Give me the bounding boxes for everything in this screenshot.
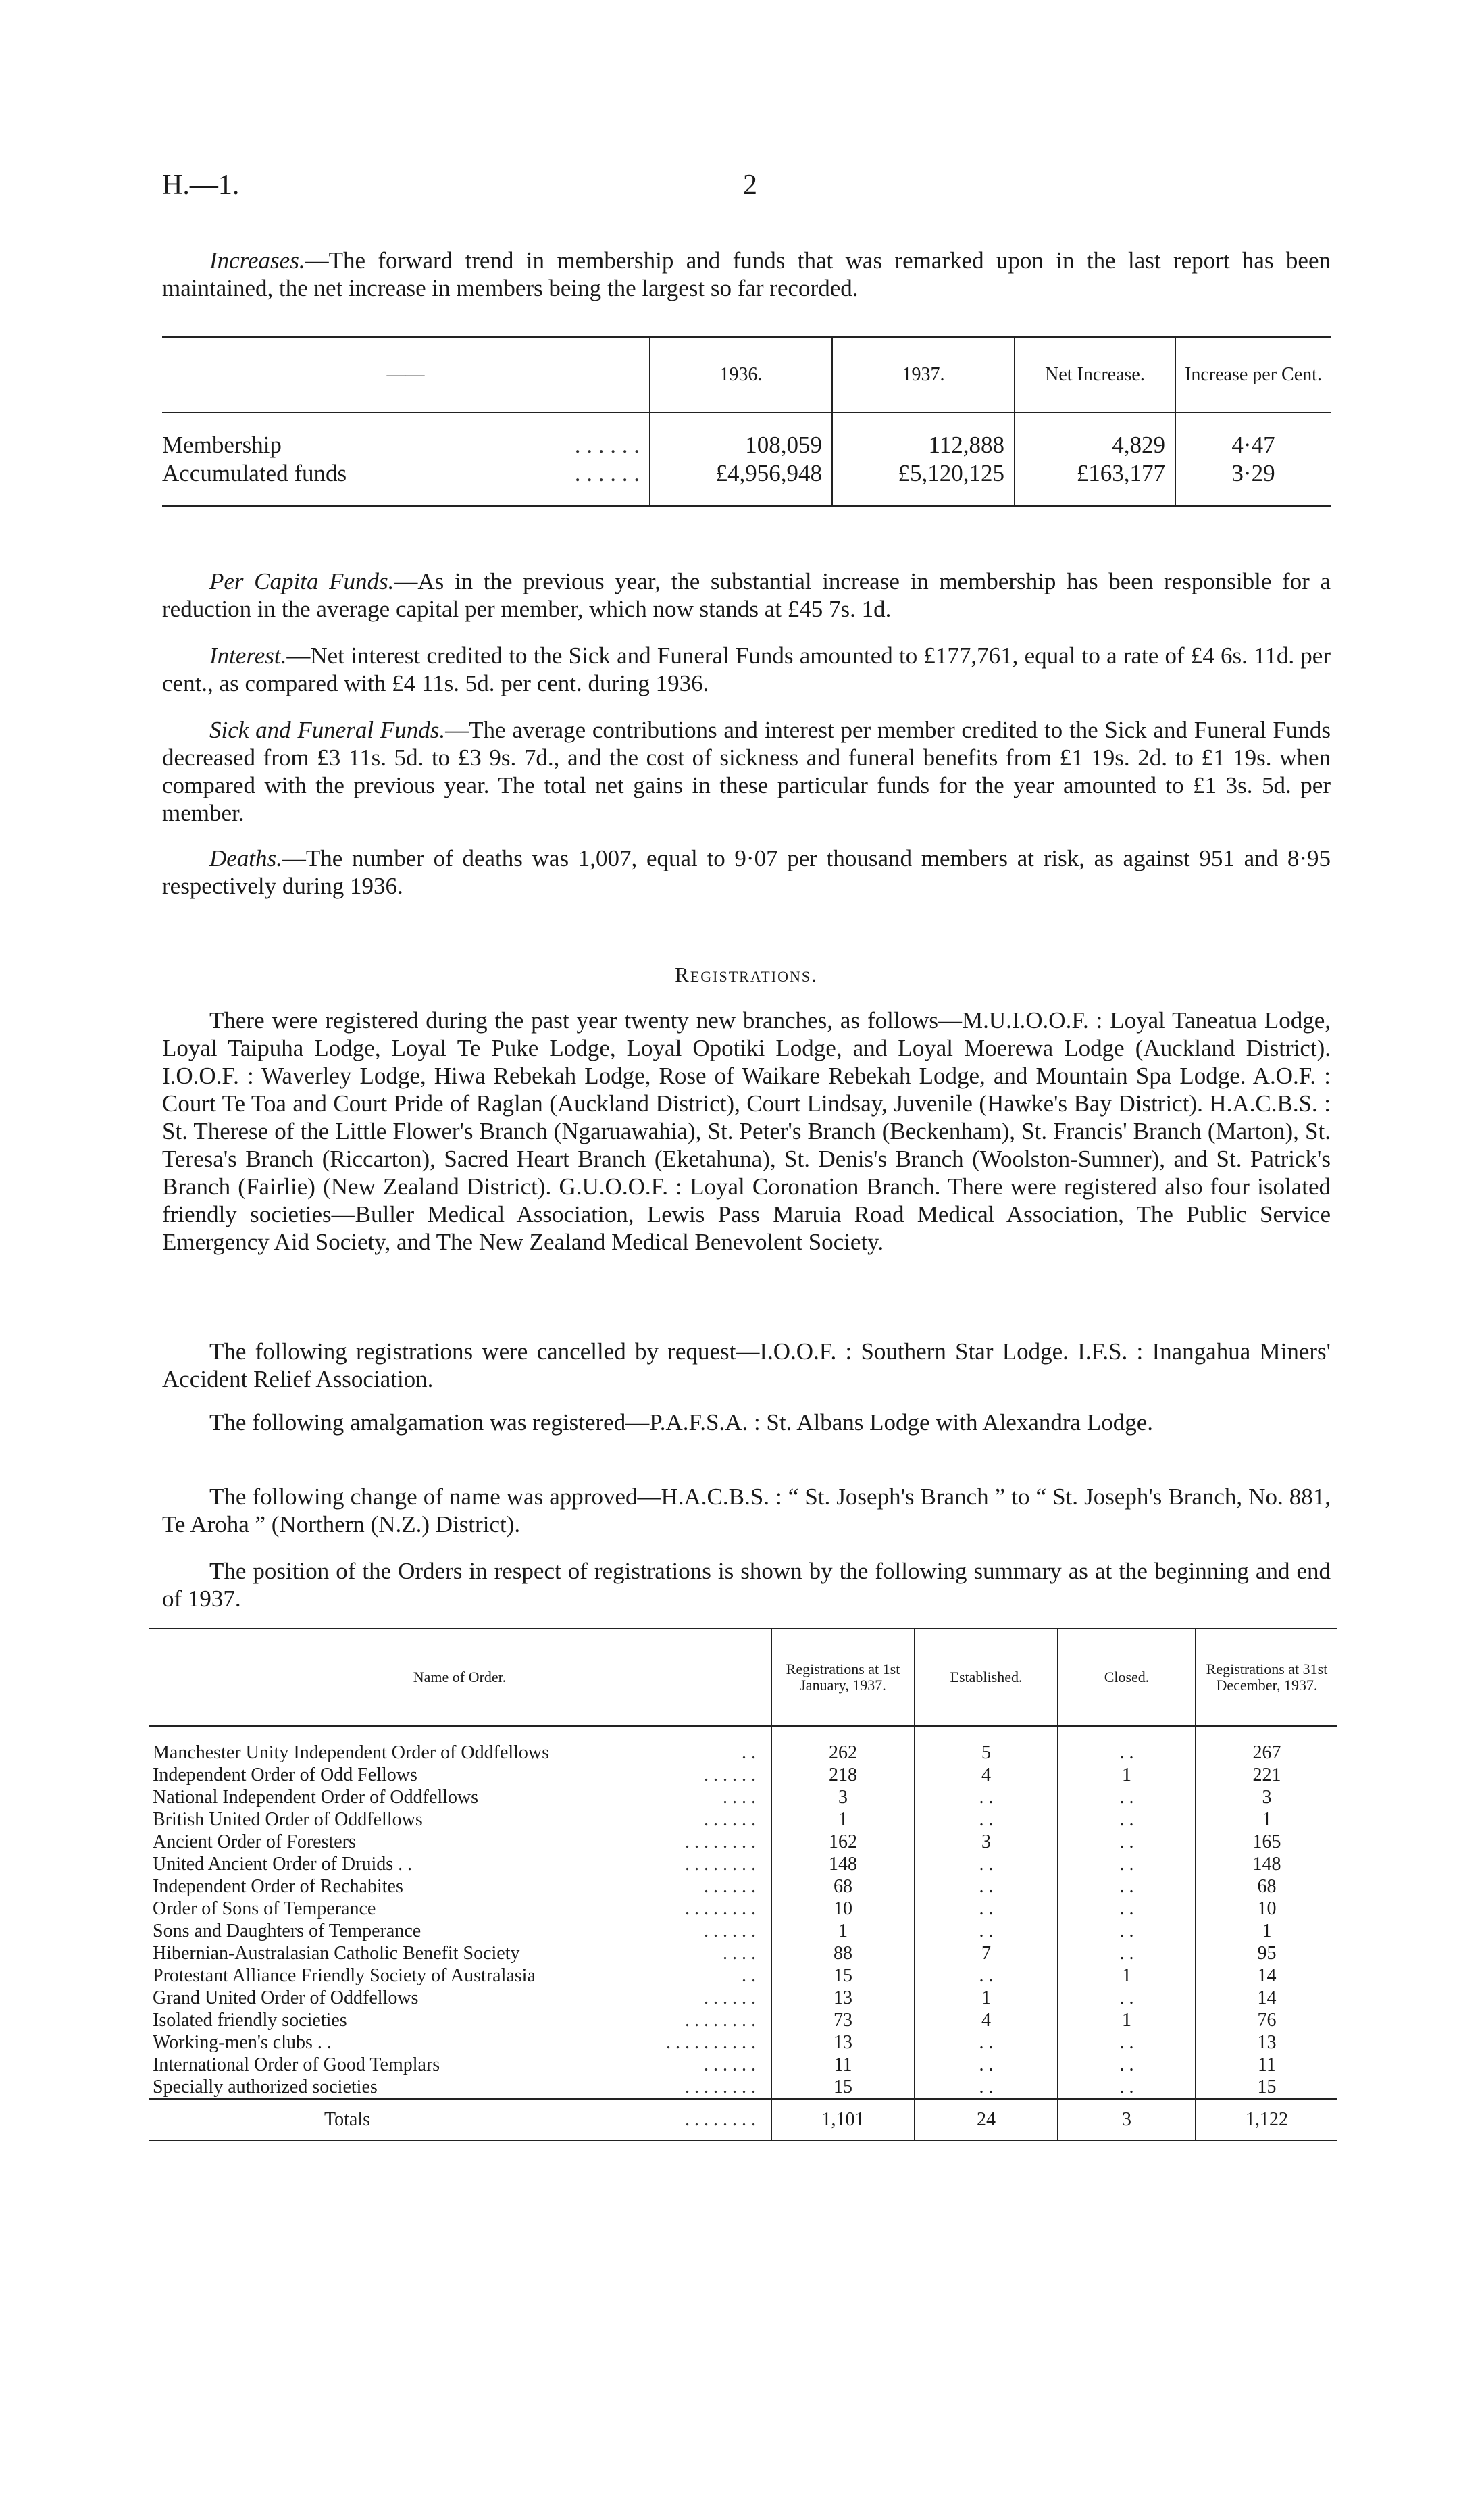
table-row: Independent Order of Odd Fellows . . . . . . 218 4 1 221 (149, 1764, 1337, 1786)
table-row: Protestant Alliance Friendly Society of Australasia . . 15 . . 1 14 (149, 1964, 1337, 1987)
table1-cell-1937: £5,120,125 (832, 459, 1015, 488)
sick-funeral-text: —The average contributions and interest per member credited to the Sick and Funeral Funds decreased from £3 11s. 5d. to £3 9s. 7d., and the cost of sickness and funeral benefits from £1 19s. 2d. to £1 19s. when compared with the previous year. The total net gains in these particular funds for the year amounted to £1 3s. 5d. per member. (162, 717, 1331, 826)
table1-row (162, 459, 1331, 488)
cell-end: 267 (1196, 1742, 1337, 1764)
cell-established: . . (915, 2031, 1058, 2054)
cell-closed: . . (1058, 1942, 1196, 1964)
table2-header-closed: Closed. (1058, 1629, 1196, 1726)
table1-header-percent: Increase per Cent. (1175, 337, 1331, 413)
cell-end: 15 (1196, 2076, 1337, 2099)
cell-end: 14 (1196, 1964, 1337, 1987)
cell-closed: . . (1058, 1898, 1196, 1920)
cell-start: 13 (771, 1987, 915, 2009)
cell-established: . . (915, 2076, 1058, 2099)
order-name: Working-men's clubs . . (153, 2031, 332, 2053)
cell-end: 165 (1196, 1831, 1337, 1853)
deaths-paragraph (162, 844, 1331, 900)
table1-header-row (162, 337, 1331, 413)
cell-start: 15 (771, 2076, 915, 2099)
order-name: Hibernian-Australasian Catholic Benefit Society (153, 1942, 520, 1964)
order-name: United Ancient Order of Druids . . (153, 1853, 413, 1875)
registrations-paragraph-4: The following change of name was approved—H.A.C.B.S. : “ St. Joseph's Branch ” to “ St. Joseph's Branch, No. 881, Te Aroha ” (Northern (N.Z.) District). (162, 1483, 1331, 1538)
cell-end: 10 (1196, 1898, 1337, 1920)
order-name: British United Order of Oddfellows (153, 1808, 423, 1830)
cell-end: 14 (1196, 1987, 1337, 2009)
cell-established: . . (915, 1898, 1058, 1920)
totals-label: Totals (324, 2109, 371, 2130)
table2-header-row (149, 1629, 1337, 1726)
cell-closed: . . (1058, 1831, 1196, 1853)
increases-paragraph (162, 247, 1331, 302)
table1-cell-net: 4,829 (1015, 431, 1175, 459)
totals-start: 1,101 (771, 2099, 915, 2141)
cell-start: 1 (771, 1920, 915, 1942)
totals-row: Totals . . . . . . . . 1,101 24 3 1,122 (149, 2099, 1337, 2141)
cell-established: . . (915, 1853, 1058, 1875)
sick-funeral-paragraph (162, 716, 1331, 827)
table-row: Grand United Order of Oddfellows . . . . . . 13 1 . . 14 (149, 1987, 1337, 2009)
cell-end: 13 (1196, 2031, 1337, 2054)
cell-closed: . . (1058, 1742, 1196, 1764)
table1-cell-1936: £4,956,948 (650, 459, 832, 488)
cell-established: . . (915, 1786, 1058, 1808)
cell-start: 148 (771, 1853, 915, 1875)
table1-header-1937: 1937. (832, 337, 1015, 413)
table-row: British United Order of Oddfellows . . . . . . 1 . . . . 1 (149, 1808, 1337, 1831)
order-name: Ancient Order of Foresters (153, 1831, 356, 1852)
cell-closed: 1 (1058, 1964, 1196, 1987)
interest-paragraph (162, 642, 1331, 697)
cell-start: 11 (771, 2054, 915, 2076)
registrations-paragraph-5: The position of the Orders in respect of registrations is shown by the following summary as at the beginning and end of 1937. (162, 1558, 1331, 1612)
page-number: 2 (743, 170, 757, 201)
table1-cell-1937: 112,888 (832, 431, 1015, 459)
table1-row (162, 431, 1331, 459)
order-name: Grand United Order of Oddfellows (153, 1987, 419, 2008)
table1-cell-percent: 3·29 (1175, 459, 1331, 488)
cell-start: 10 (771, 1898, 915, 1920)
cell-established: 4 (915, 2009, 1058, 2031)
table1-row-label: Accumulated funds . . . . . . (162, 460, 640, 486)
cell-end: 148 (1196, 1853, 1337, 1875)
order-name: National Independent Order of Oddfellows (153, 1786, 479, 1808)
cell-end: 1 (1196, 1920, 1337, 1942)
table-row: National Independent Order of Oddfellows . . . . 3 . . . . 3 (149, 1786, 1337, 1808)
cell-closed: . . (1058, 2054, 1196, 2076)
cell-closed: . . (1058, 1920, 1196, 1942)
cell-end: 221 (1196, 1764, 1337, 1786)
sick-funeral-lead: Sick and Funeral Funds. (209, 717, 446, 743)
cell-end: 68 (1196, 1875, 1337, 1898)
registrations-paragraph-3: The following amalgamation was registered—P.A.F.S.A. : St. Albans Lodge with Alexandra Lodge. (209, 1409, 1153, 1436)
cell-closed: 1 (1058, 1764, 1196, 1786)
cell-established: . . (915, 1964, 1058, 1987)
table1-cell-net: £163,177 (1015, 459, 1175, 488)
cell-closed: . . (1058, 1786, 1196, 1808)
table-row: Isolated friendly societies . . . . . . . . 73 4 1 76 (149, 2009, 1337, 2031)
table-row: Independent Order of Rechabites . . . . . . 68 . . . . 68 (149, 1875, 1337, 1898)
table1-cell-percent: 4·47 (1175, 431, 1331, 459)
cell-established: 1 (915, 1987, 1058, 2009)
table-row: International Order of Good Templars . . . . . . 11 . . . . 11 (149, 2054, 1337, 2076)
order-name: Isolated friendly societies (153, 2009, 347, 2031)
document-code: H.—1. (162, 170, 240, 201)
cell-start: 15 (771, 1964, 915, 1987)
table-row: Working-men's clubs . . . . . . . . . . . . 13 . . . . 13 (149, 2031, 1337, 2054)
table1-header-net-increase: Net Increase. (1015, 337, 1175, 413)
cell-closed: 1 (1058, 2009, 1196, 2031)
cell-established: 5 (915, 1742, 1058, 1764)
cell-start: 3 (771, 1786, 915, 1808)
order-name: Specially authorized societies (153, 2076, 378, 2098)
interest-text: —Net interest credited to the Sick and Funeral Funds amounted to £177,761, equal to a rate of £4 6s. 11d. per cent., as compared with £4 11s. 5d. per cent. during 1936. (162, 642, 1331, 696)
order-name: Protestant Alliance Friendly Society of Australasia (153, 1964, 536, 1986)
per-capita-text: —As in the previous year, the substantial increase in membership has been responsible for a reduction in the average capital per member, which now stands at £45 7s. 1d. (162, 568, 1331, 622)
order-name: International Order of Good Templars (153, 2054, 440, 2075)
cell-start: 1 (771, 1808, 915, 1831)
cell-end: 1 (1196, 1808, 1337, 1831)
registrations-paragraph-1: There were registered during the past year twenty new branches, as follows—M.U.I.O.O.F. : Loyal Taneatua Lodge, Loyal Taipuha Lodge, Loyal Te Puke Lodge, Loyal Opotiki Lodge, and Loyal Moerewa Lodge (Auckland District). I.O.O.F. : Waverley Lodge, Hiwa Rebekah Lodge, Rose of Waikare Rebekah Lodge, and Mountain Spa Lodge. A.O.F. : Court Te Toa and Court Pride of Raglan (Auckland District), Court Lindsay, Juvenile (Hawke's Bay District). H.A.C.B.S. : St. Therese of the Little Flower's Branch (Ngaruawahia), St. Peter's Branch (Beckenham), St. Francis' Branch (Marton), St. Teresa's Branch (Riccarton), Sacred Heart Branch (Eketahuna), St. Denis's Branch (Woolston-Sumner), and St. Patrick's Branch (Fairlie) (New Zealand District). G.U.O.O.F. : Loyal Coronation Branch. There were registered also four isolated friendly societies—Buller Medical Association, Lewis Pass Maruia Road Medical Association, The Public Service Emergency Aid Society, and The New Zealand Medical Benevolent Society. (162, 1007, 1331, 1255)
table1-header-blank: —— (162, 337, 650, 413)
table1-cell-1936: 108,059 (650, 431, 832, 459)
order-name: Independent Order of Odd Fellows (153, 1764, 417, 1785)
totals-end: 1,122 (1196, 2099, 1337, 2141)
totals-established: 24 (915, 2099, 1058, 2141)
table-row: Sons and Daughters of Temperance . . . . . . 1 . . . . 1 (149, 1920, 1337, 1942)
table2-header-established: Established. (915, 1629, 1058, 1726)
cell-established: . . (915, 2054, 1058, 2076)
cell-start: 218 (771, 1764, 915, 1786)
cell-established: . . (915, 1808, 1058, 1831)
membership-funds-table (162, 336, 1331, 507)
page-header (162, 169, 1324, 209)
cell-start: 13 (771, 2031, 915, 2054)
table-row: Manchester Unity Independent Order of Oddfellows . . 262 5 . . 267 (149, 1742, 1337, 1764)
cell-start: 73 (771, 2009, 915, 2031)
cell-end: 3 (1196, 1786, 1337, 1808)
increases-text: —The forward trend in membership and funds that was remarked upon in the last report has been maintained, the net increase in members being the largest so far recorded. (162, 247, 1331, 301)
cell-closed: . . (1058, 1987, 1196, 2009)
table2-header-start: Registrations at 1st January, 1937. (771, 1629, 915, 1726)
table2-header-name: Name of Order. (149, 1629, 771, 1726)
cell-start: 162 (771, 1831, 915, 1853)
per-capita-paragraph (162, 567, 1331, 623)
table-row: Specially authorized societies . . . . . . . . 15 . . . . 15 (149, 2076, 1337, 2099)
order-name: Independent Order of Rechabites (153, 1875, 403, 1897)
cell-established: 3 (915, 1831, 1058, 1853)
cell-end: 76 (1196, 2009, 1337, 2031)
cell-start: 68 (771, 1875, 915, 1898)
order-name: Sons and Daughters of Temperance (153, 1920, 421, 1941)
cell-start: 262 (771, 1742, 915, 1764)
cell-end: 95 (1196, 1942, 1337, 1964)
order-name: Manchester Unity Independent Order of Oddfellows (153, 1742, 550, 1763)
table-row: Order of Sons of Temperance . . . . . . . . 10 . . . . 10 (149, 1898, 1337, 1920)
orders-registrations-table (149, 1628, 1337, 2141)
cell-closed: . . (1058, 1875, 1196, 1898)
table2-header-end: Registrations at 31st December, 1937. (1196, 1629, 1337, 1726)
table1-header-1936: 1936. (650, 337, 832, 413)
cell-end: 11 (1196, 2054, 1337, 2076)
interest-lead: Interest. (209, 642, 287, 669)
cell-closed: . . (1058, 1808, 1196, 1831)
registrations-heading: Registrations. (675, 963, 818, 986)
cell-start: 88 (771, 1942, 915, 1964)
totals-closed: 3 (1058, 2099, 1196, 2141)
cell-established: 4 (915, 1764, 1058, 1786)
per-capita-lead: Per Capita Funds. (209, 568, 394, 594)
table-row: Ancient Order of Foresters . . . . . . . . 162 3 . . 165 (149, 1831, 1337, 1853)
increases-lead: Increases. (209, 247, 305, 274)
cell-established: . . (915, 1875, 1058, 1898)
table-row: Hibernian-Australasian Catholic Benefit Society . . . . 88 7 . . 95 (149, 1942, 1337, 1964)
cell-established: 7 (915, 1942, 1058, 1964)
cell-closed: . . (1058, 2031, 1196, 2054)
cell-closed: . . (1058, 1853, 1196, 1875)
deaths-lead: Deaths. (209, 845, 282, 871)
order-name: Order of Sons of Temperance (153, 1898, 376, 1919)
table-row: United Ancient Order of Druids . . . . . . . . . . 148 . . . . 148 (149, 1853, 1337, 1875)
cell-established: . . (915, 1920, 1058, 1942)
table1-row-label: Membership . . . . . . (162, 432, 640, 458)
deaths-text: —The number of deaths was 1,007, equal to 9·07 per thousand members at risk, as against 951 and 8·95 respectively during 1936. (162, 845, 1331, 899)
registrations-paragraph-2: The following registrations were cancelled by request—I.O.O.F. : Southern Star Lodge. I.F.S. : Inangahua Miners' Accident Relief Association. (162, 1338, 1331, 1392)
cell-closed: . . (1058, 2076, 1196, 2099)
